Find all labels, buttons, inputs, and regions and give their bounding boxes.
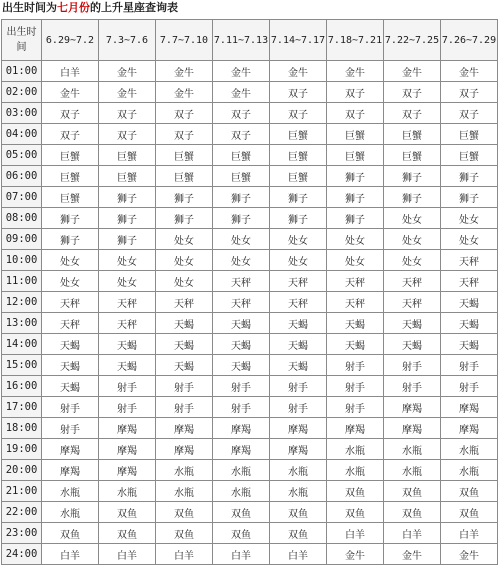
ascendant-sign-cell: 摩羯 bbox=[441, 418, 498, 439]
ascendant-sign-cell: 狮子 bbox=[270, 187, 327, 208]
ascendant-sign-cell: 天秤 bbox=[99, 292, 156, 313]
ascendant-sign-cell: 射手 bbox=[270, 376, 327, 397]
column-header-date-range: 6.29~7.2 bbox=[42, 20, 99, 61]
ascendant-sign-cell: 天秤 bbox=[384, 271, 441, 292]
ascendant-sign-cell: 巨蟹 bbox=[270, 166, 327, 187]
ascendant-sign-cell: 双子 bbox=[327, 103, 384, 124]
ascendant-sign-cell: 天秤 bbox=[213, 271, 270, 292]
ascendant-sign-cell: 天蝎 bbox=[213, 334, 270, 355]
table-row bbox=[2, 208, 498, 229]
ascendant-sign-cell: 处女 bbox=[441, 208, 498, 229]
ascendant-sign-cell: 水瓶 bbox=[42, 502, 99, 523]
ascendant-sign-cell: 射手 bbox=[384, 376, 441, 397]
ascendant-sign-cell: 双鱼 bbox=[99, 523, 156, 544]
ascendant-sign-cell: 水瓶 bbox=[270, 481, 327, 502]
birth-hour-cell: 10:00 bbox=[2, 250, 42, 271]
ascendant-sign-cell: 摩羯 bbox=[384, 418, 441, 439]
ascendant-sign-cell: 天秤 bbox=[327, 292, 384, 313]
ascendant-sign-cell: 狮子 bbox=[327, 208, 384, 229]
ascendant-sign-cell: 天蝎 bbox=[270, 334, 327, 355]
ascendant-sign-cell: 天蝎 bbox=[99, 334, 156, 355]
ascendant-sign-cell: 金牛 bbox=[441, 544, 498, 565]
birth-hour-cell: 11:00 bbox=[2, 271, 42, 292]
ascendant-sign-cell: 天蝎 bbox=[213, 313, 270, 334]
ascendant-sign-cell: 射手 bbox=[99, 376, 156, 397]
title-prefix: 出生时间为 bbox=[2, 1, 57, 14]
ascendant-sign-cell: 狮子 bbox=[441, 187, 498, 208]
table-row bbox=[2, 271, 498, 292]
table-row bbox=[2, 250, 498, 271]
ascendant-sign-cell: 处女 bbox=[327, 229, 384, 250]
column-header-date-range: 7.22~7.25 bbox=[384, 20, 441, 61]
ascendant-sign-cell: 巨蟹 bbox=[42, 145, 99, 166]
page-title bbox=[2, 1, 178, 15]
ascendant-sign-cell: 射手 bbox=[156, 397, 213, 418]
ascendant-sign-cell: 双子 bbox=[42, 103, 99, 124]
birth-hour-cell: 15:00 bbox=[2, 355, 42, 376]
ascendant-sign-cell: 双鱼 bbox=[327, 481, 384, 502]
header-row bbox=[2, 20, 498, 61]
ascendant-sign-cell: 狮子 bbox=[327, 166, 384, 187]
ascendant-sign-cell: 摩羯 bbox=[99, 439, 156, 460]
ascendant-sign-cell: 射手 bbox=[327, 376, 384, 397]
ascendant-sign-cell: 白羊 bbox=[213, 544, 270, 565]
ascendant-sign-cell: 狮子 bbox=[384, 187, 441, 208]
ascendant-sign-cell: 双子 bbox=[99, 124, 156, 145]
birth-hour-cell: 03:00 bbox=[2, 103, 42, 124]
ascendant-sign-cell: 天秤 bbox=[441, 271, 498, 292]
ascendant-sign-cell: 处女 bbox=[156, 250, 213, 271]
ascendant-sign-cell: 天蝎 bbox=[270, 313, 327, 334]
ascendant-sign-cell: 摩羯 bbox=[156, 439, 213, 460]
ascendant-sign-cell: 处女 bbox=[156, 271, 213, 292]
ascendant-sign-cell: 巨蟹 bbox=[213, 166, 270, 187]
ascendant-sign-cell: 天秤 bbox=[384, 292, 441, 313]
ascendant-sign-cell: 天蝎 bbox=[42, 334, 99, 355]
ascendant-sign-cell: 水瓶 bbox=[156, 481, 213, 502]
ascendant-sign-cell: 巨蟹 bbox=[384, 145, 441, 166]
column-header-date-range: 7.3~7.6 bbox=[99, 20, 156, 61]
ascendant-sign-cell: 射手 bbox=[441, 355, 498, 376]
ascendant-sign-cell: 处女 bbox=[270, 250, 327, 271]
ascendant-sign-cell: 天秤 bbox=[99, 313, 156, 334]
ascendant-sign-cell: 水瓶 bbox=[42, 481, 99, 502]
ascendant-sign-cell: 巨蟹 bbox=[156, 145, 213, 166]
ascendant-sign-cell: 双子 bbox=[441, 103, 498, 124]
ascendant-sign-cell: 金牛 bbox=[99, 61, 156, 82]
ascendant-sign-cell: 双鱼 bbox=[99, 502, 156, 523]
ascendant-sign-cell: 巨蟹 bbox=[327, 124, 384, 145]
table-row bbox=[2, 502, 498, 523]
ascendant-sign-cell: 处女 bbox=[384, 229, 441, 250]
ascendant-sign-cell: 金牛 bbox=[441, 61, 498, 82]
ascendant-sign-cell: 射手 bbox=[42, 397, 99, 418]
ascendant-sign-cell: 天蝎 bbox=[441, 292, 498, 313]
ascendant-sign-cell: 狮子 bbox=[42, 229, 99, 250]
ascendant-sign-cell: 处女 bbox=[42, 271, 99, 292]
ascendant-sign-cell: 射手 bbox=[99, 397, 156, 418]
ascendant-sign-cell: 处女 bbox=[99, 250, 156, 271]
ascendant-sign-cell: 巨蟹 bbox=[99, 145, 156, 166]
table-row bbox=[2, 544, 498, 565]
ascendant-sign-cell: 处女 bbox=[213, 229, 270, 250]
ascendant-sign-cell: 水瓶 bbox=[441, 460, 498, 481]
title-suffix: 的上升星座查询表 bbox=[90, 1, 178, 14]
ascendant-sign-cell: 巨蟹 bbox=[270, 124, 327, 145]
ascendant-sign-cell: 天秤 bbox=[270, 292, 327, 313]
ascendant-sign-cell: 巨蟹 bbox=[213, 145, 270, 166]
ascendant-sign-cell: 摩羯 bbox=[213, 418, 270, 439]
table-row bbox=[2, 376, 498, 397]
table-row bbox=[2, 397, 498, 418]
ascendant-sign-cell: 双子 bbox=[270, 103, 327, 124]
ascendant-sign-cell: 双子 bbox=[384, 82, 441, 103]
ascendant-sign-cell: 巨蟹 bbox=[441, 145, 498, 166]
ascendant-sign-cell: 金牛 bbox=[99, 82, 156, 103]
birth-hour-cell: 12:00 bbox=[2, 292, 42, 313]
ascendant-sign-cell: 双鱼 bbox=[384, 502, 441, 523]
ascendant-sign-cell: 水瓶 bbox=[327, 439, 384, 460]
ascendant-sign-cell: 处女 bbox=[441, 229, 498, 250]
ascendant-sign-cell: 金牛 bbox=[384, 61, 441, 82]
ascendant-sign-cell: 金牛 bbox=[384, 544, 441, 565]
column-header-date-range: 7.26~7.29 bbox=[441, 20, 498, 61]
table-row bbox=[2, 334, 498, 355]
ascendant-sign-cell: 射手 bbox=[441, 376, 498, 397]
ascendant-sign-cell: 双鱼 bbox=[441, 481, 498, 502]
ascendant-sign-cell: 巨蟹 bbox=[42, 166, 99, 187]
ascendant-sign-cell: 射手 bbox=[270, 397, 327, 418]
ascendant-sign-cell: 狮子 bbox=[42, 208, 99, 229]
ascendant-sign-cell: 狮子 bbox=[156, 187, 213, 208]
ascendant-sign-cell: 巨蟹 bbox=[270, 145, 327, 166]
ascendant-sign-cell: 射手 bbox=[156, 376, 213, 397]
ascendant-sign-cell: 水瓶 bbox=[441, 439, 498, 460]
ascendant-sign-cell: 双子 bbox=[441, 82, 498, 103]
ascendant-sign-cell: 金牛 bbox=[213, 82, 270, 103]
ascendant-sign-cell: 金牛 bbox=[327, 61, 384, 82]
table-row bbox=[2, 187, 498, 208]
table-row bbox=[2, 145, 498, 166]
ascendant-sign-cell: 狮子 bbox=[327, 187, 384, 208]
ascendant-sign-cell: 双子 bbox=[156, 124, 213, 145]
ascendant-sign-cell: 天蝎 bbox=[156, 355, 213, 376]
table-body bbox=[2, 61, 498, 565]
ascendant-sign-cell: 摩羯 bbox=[99, 418, 156, 439]
birth-hour-cell: 18:00 bbox=[2, 418, 42, 439]
column-header-date-range: 7.14~7.17 bbox=[270, 20, 327, 61]
ascendant-sign-cell: 射手 bbox=[384, 355, 441, 376]
ascendant-sign-cell: 射手 bbox=[213, 376, 270, 397]
ascendant-sign-cell: 双鱼 bbox=[327, 502, 384, 523]
ascendant-sign-cell: 双子 bbox=[327, 82, 384, 103]
ascendant-sign-cell: 双子 bbox=[42, 124, 99, 145]
ascendant-sign-cell: 双鱼 bbox=[270, 523, 327, 544]
ascendant-sign-cell: 处女 bbox=[42, 250, 99, 271]
table-row bbox=[2, 292, 498, 313]
ascendant-sign-cell: 双鱼 bbox=[384, 481, 441, 502]
ascendant-sign-cell: 巨蟹 bbox=[384, 124, 441, 145]
ascendant-sign-cell: 摩羯 bbox=[327, 418, 384, 439]
ascendant-sign-cell: 双鱼 bbox=[156, 502, 213, 523]
ascendant-sign-cell: 天蝎 bbox=[327, 313, 384, 334]
ascendant-sign-cell: 水瓶 bbox=[327, 460, 384, 481]
ascendant-sign-cell: 天秤 bbox=[156, 292, 213, 313]
table-row bbox=[2, 124, 498, 145]
birth-hour-cell: 23:00 bbox=[2, 523, 42, 544]
ascendant-sign-cell: 天蝎 bbox=[99, 355, 156, 376]
birth-hour-cell: 07:00 bbox=[2, 187, 42, 208]
birth-hour-cell: 22:00 bbox=[2, 502, 42, 523]
ascendant-sign-cell: 摩羯 bbox=[213, 439, 270, 460]
ascendant-sign-cell: 白羊 bbox=[156, 544, 213, 565]
ascendant-sign-cell: 处女 bbox=[270, 229, 327, 250]
table-row bbox=[2, 61, 498, 82]
birth-hour-cell: 20:00 bbox=[2, 460, 42, 481]
ascendant-sign-cell: 天秤 bbox=[441, 250, 498, 271]
corner-header: 出生时间 bbox=[2, 20, 42, 61]
ascendant-sign-cell: 射手 bbox=[327, 355, 384, 376]
ascendant-sign-cell: 白羊 bbox=[42, 544, 99, 565]
ascendant-sign-cell: 白羊 bbox=[384, 523, 441, 544]
ascendant-sign-cell: 摩羯 bbox=[384, 397, 441, 418]
ascendant-sign-cell: 摩羯 bbox=[99, 460, 156, 481]
ascendant-sign-cell: 水瓶 bbox=[384, 439, 441, 460]
table-row bbox=[2, 82, 498, 103]
ascendant-sign-cell: 狮子 bbox=[441, 166, 498, 187]
ascendant-sign-cell: 双鱼 bbox=[213, 523, 270, 544]
ascendant-sign-cell: 狮子 bbox=[156, 208, 213, 229]
ascendant-sign-cell: 水瓶 bbox=[99, 481, 156, 502]
ascendant-sign-cell: 天秤 bbox=[213, 292, 270, 313]
ascendant-sign-cell: 狮子 bbox=[99, 229, 156, 250]
ascendant-sign-cell: 巨蟹 bbox=[441, 124, 498, 145]
ascendant-sign-cell: 白羊 bbox=[327, 523, 384, 544]
table-row bbox=[2, 418, 498, 439]
ascendant-sign-cell: 水瓶 bbox=[270, 460, 327, 481]
birth-hour-cell: 09:00 bbox=[2, 229, 42, 250]
ascendant-sign-cell: 天蝎 bbox=[156, 334, 213, 355]
table-row bbox=[2, 523, 498, 544]
ascendant-sign-cell: 天蝎 bbox=[42, 376, 99, 397]
ascendant-sign-cell: 狮子 bbox=[384, 166, 441, 187]
ascendant-sign-cell: 天蝎 bbox=[42, 355, 99, 376]
ascendant-sign-cell: 双子 bbox=[384, 103, 441, 124]
birth-hour-cell: 19:00 bbox=[2, 439, 42, 460]
ascendant-sign-cell: 摩羯 bbox=[270, 418, 327, 439]
ascendant-sign-cell: 天蝎 bbox=[441, 334, 498, 355]
ascendant-sign-cell: 狮子 bbox=[99, 208, 156, 229]
table-row bbox=[2, 103, 498, 124]
ascendant-sign-cell: 天秤 bbox=[327, 271, 384, 292]
ascendant-sign-cell: 白羊 bbox=[99, 544, 156, 565]
birth-hour-cell: 13:00 bbox=[2, 313, 42, 334]
birth-hour-cell: 21:00 bbox=[2, 481, 42, 502]
ascendant-sign-cell: 巨蟹 bbox=[156, 166, 213, 187]
ascendant-sign-cell: 双鱼 bbox=[156, 523, 213, 544]
ascendant-sign-cell: 射手 bbox=[327, 397, 384, 418]
birth-hour-cell: 17:00 bbox=[2, 397, 42, 418]
ascendant-sign-cell: 射手 bbox=[213, 397, 270, 418]
ascendant-sign-cell: 双子 bbox=[156, 103, 213, 124]
ascendant-sign-cell: 天蝎 bbox=[213, 355, 270, 376]
ascendant-sign-cell: 天蝎 bbox=[441, 313, 498, 334]
ascendant-sign-cell: 巨蟹 bbox=[99, 166, 156, 187]
ascendant-sign-cell: 天蝎 bbox=[156, 313, 213, 334]
ascendant-sign-cell: 双子 bbox=[213, 124, 270, 145]
ascendant-sign-cell: 水瓶 bbox=[213, 460, 270, 481]
column-header-date-range: 7.7~7.10 bbox=[156, 20, 213, 61]
ascendant-sign-cell: 金牛 bbox=[213, 61, 270, 82]
table-row bbox=[2, 313, 498, 334]
ascendant-sign-cell: 双子 bbox=[99, 103, 156, 124]
birth-hour-cell: 01:00 bbox=[2, 61, 42, 82]
ascendant-sign-cell: 金牛 bbox=[270, 61, 327, 82]
ascendant-sign-cell: 天蝎 bbox=[384, 313, 441, 334]
ascendant-sign-cell: 射手 bbox=[42, 418, 99, 439]
ascendant-sign-cell: 双鱼 bbox=[213, 502, 270, 523]
table-row bbox=[2, 481, 498, 502]
ascendant-sign-cell: 天秤 bbox=[270, 271, 327, 292]
birth-hour-cell: 02:00 bbox=[2, 82, 42, 103]
ascendant-sign-cell: 处女 bbox=[327, 250, 384, 271]
birth-hour-cell: 08:00 bbox=[2, 208, 42, 229]
ascendant-sign-cell: 天秤 bbox=[42, 292, 99, 313]
table-row bbox=[2, 229, 498, 250]
ascendant-sign-cell: 白羊 bbox=[270, 544, 327, 565]
ascendant-sign-cell: 金牛 bbox=[156, 61, 213, 82]
ascendant-sign-cell: 金牛 bbox=[327, 544, 384, 565]
ascendant-sign-cell: 巨蟹 bbox=[327, 145, 384, 166]
ascendant-sign-cell: 双鱼 bbox=[441, 502, 498, 523]
birth-hour-cell: 14:00 bbox=[2, 334, 42, 355]
ascendant-sign-cell: 天蝎 bbox=[384, 334, 441, 355]
ascendant-sign-cell: 天秤 bbox=[42, 313, 99, 334]
ascendant-sign-cell: 天蝎 bbox=[270, 355, 327, 376]
table-row bbox=[2, 166, 498, 187]
table-row bbox=[2, 355, 498, 376]
birth-hour-cell: 05:00 bbox=[2, 145, 42, 166]
ascendant-sign-cell: 摩羯 bbox=[441, 397, 498, 418]
ascendant-sign-cell: 金牛 bbox=[42, 82, 99, 103]
ascendant-sign-cell: 巨蟹 bbox=[42, 187, 99, 208]
ascendant-sign-cell: 双鱼 bbox=[42, 523, 99, 544]
table-row bbox=[2, 439, 498, 460]
ascendant-sign-cell: 摩羯 bbox=[42, 460, 99, 481]
birth-hour-cell: 04:00 bbox=[2, 124, 42, 145]
ascendant-sign-cell: 处女 bbox=[156, 229, 213, 250]
birth-hour-cell: 16:00 bbox=[2, 376, 42, 397]
birth-hour-cell: 06:00 bbox=[2, 166, 42, 187]
ascendant-sign-cell: 狮子 bbox=[213, 187, 270, 208]
ascendant-sign-cell: 摩羯 bbox=[270, 439, 327, 460]
ascendant-sign-cell: 双鱼 bbox=[270, 502, 327, 523]
ascendant-sign-cell: 处女 bbox=[384, 250, 441, 271]
ascendant-sign-cell: 处女 bbox=[384, 208, 441, 229]
ascendant-sign-cell: 白羊 bbox=[42, 61, 99, 82]
ascendant-sign-cell: 双子 bbox=[213, 103, 270, 124]
ascendant-sign-cell: 水瓶 bbox=[213, 481, 270, 502]
title-month-highlight: 七月份 bbox=[57, 1, 90, 14]
ascendant-sign-cell: 水瓶 bbox=[384, 460, 441, 481]
ascendant-sign-cell: 狮子 bbox=[99, 187, 156, 208]
ascendant-sign-cell: 白羊 bbox=[441, 523, 498, 544]
birth-hour-cell: 24:00 bbox=[2, 544, 42, 565]
ascendant-sign-cell: 狮子 bbox=[270, 208, 327, 229]
ascendant-sign-cell: 处女 bbox=[213, 250, 270, 271]
ascendant-sign-cell: 摩羯 bbox=[156, 418, 213, 439]
column-header-date-range: 7.18~7.21 bbox=[327, 20, 384, 61]
ascendant-sign-table bbox=[1, 19, 498, 565]
ascendant-sign-cell: 双子 bbox=[270, 82, 327, 103]
ascendant-sign-cell: 摩羯 bbox=[42, 439, 99, 460]
ascendant-sign-cell: 狮子 bbox=[213, 208, 270, 229]
column-header-date-range: 7.11~7.13 bbox=[213, 20, 270, 61]
table-row bbox=[2, 460, 498, 481]
ascendant-sign-cell: 处女 bbox=[99, 271, 156, 292]
ascendant-sign-cell: 天蝎 bbox=[327, 334, 384, 355]
ascendant-sign-cell: 水瓶 bbox=[156, 460, 213, 481]
ascendant-sign-cell: 金牛 bbox=[156, 82, 213, 103]
